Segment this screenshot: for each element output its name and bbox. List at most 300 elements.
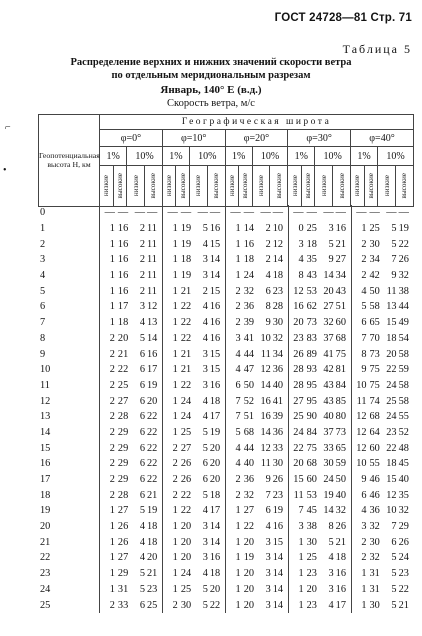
- table-row: [38, 331, 414, 347]
- value-cell: 1: [288, 550, 304, 566]
- table-row: [38, 566, 414, 582]
- value-cell: 11: [147, 285, 157, 297]
- value-cell: 22: [398, 238, 409, 250]
- value-cell: 7: [225, 409, 241, 425]
- value-cell: 55: [398, 411, 409, 423]
- altitude-column-header: Геопотенциальная высота H, км: [39, 115, 100, 207]
- value-cell: 1: [225, 597, 241, 613]
- value-cell: 16: [260, 411, 271, 423]
- low-values-header: [225, 166, 239, 207]
- value-cell: 8: [288, 268, 304, 284]
- value-cell: 42: [323, 364, 334, 376]
- low-values-header: [100, 166, 114, 207]
- value-cell: 40: [272, 379, 284, 391]
- value-cell: 36: [272, 426, 284, 438]
- value-cell: 84: [306, 426, 317, 438]
- value-cell: 5: [202, 599, 208, 611]
- value-cell: 1: [100, 503, 116, 519]
- low-values-header: [378, 166, 396, 207]
- value-cell: 46: [369, 474, 380, 486]
- value-cell: 23: [306, 568, 317, 580]
- value-cell: 21: [398, 599, 409, 611]
- low-values-header: [252, 166, 270, 207]
- value-cell: 2: [139, 270, 145, 282]
- value-cell: 9: [328, 254, 334, 266]
- value-cell: 10: [272, 223, 284, 235]
- value-cell: 40: [335, 489, 346, 501]
- low-values-header: [127, 166, 145, 207]
- value-cell: 1: [225, 582, 241, 598]
- value-cell: 4: [225, 456, 241, 472]
- value-cell: 45: [306, 505, 317, 517]
- value-cell: 60: [369, 442, 380, 454]
- value-cell: 3: [202, 364, 208, 376]
- value-cell: 15: [386, 474, 397, 486]
- percentile-header: 10%: [252, 147, 288, 166]
- value-cell: 12: [260, 442, 271, 454]
- value-cell: 21: [180, 348, 192, 360]
- value-cell: 2: [139, 285, 145, 297]
- value-cell: 24: [180, 395, 192, 407]
- value-cell: 21: [180, 285, 192, 297]
- value-cell: 2: [225, 472, 241, 488]
- altitude-cell: 0: [40, 207, 46, 219]
- value-cell: 30: [369, 599, 380, 611]
- value-cell: 70: [369, 332, 380, 344]
- value-cell: —: [272, 207, 284, 219]
- value-cell: 26: [180, 474, 192, 486]
- altitude-cell: 11: [40, 379, 50, 391]
- percentile-header: 1%: [288, 147, 315, 166]
- value-cell: 84: [335, 379, 346, 391]
- value-cell: 68: [306, 458, 317, 470]
- value-cell: 3: [202, 270, 208, 282]
- value-cell: 14: [209, 521, 221, 533]
- value-cell: 5: [202, 489, 208, 501]
- value-cell: 1: [100, 268, 116, 284]
- value-cell: 11: [260, 458, 271, 470]
- value-cell: 5: [391, 223, 397, 235]
- vertical-label: низкие: [194, 175, 203, 197]
- value-cell: 27: [288, 393, 304, 409]
- value-cell: 24: [386, 379, 397, 391]
- value-cell: 4: [139, 317, 145, 329]
- value-cell: 21: [335, 536, 346, 548]
- value-cell: 21: [117, 348, 129, 360]
- value-cell: 20: [117, 332, 129, 344]
- percentile-header: 10%: [189, 147, 225, 166]
- value-cell: 27: [117, 395, 129, 407]
- vertical-label: низкие: [319, 175, 328, 197]
- value-cell: 20: [243, 583, 254, 595]
- value-cell: 1: [100, 221, 116, 237]
- value-cell: 53: [306, 489, 317, 501]
- high-values-header: [333, 166, 351, 207]
- table-row: [38, 582, 414, 598]
- value-cell: 16: [209, 552, 221, 564]
- value-cell: 32: [243, 285, 254, 297]
- value-cell: 2: [202, 285, 208, 297]
- value-cell: 23: [306, 599, 317, 611]
- value-cell: 4: [202, 301, 208, 313]
- vertical-label: высокие: [337, 173, 346, 199]
- value-cell: 4: [328, 599, 334, 611]
- value-cell: 2: [162, 472, 178, 488]
- value-cell: 16: [243, 238, 254, 250]
- value-cell: 1: [162, 378, 178, 394]
- altitude-cell: 23: [40, 568, 51, 580]
- value-cell: 9: [391, 270, 397, 282]
- value-cell: 3: [202, 254, 208, 266]
- altitude-cell: 14: [40, 426, 51, 438]
- value-cell: 16: [335, 583, 346, 595]
- value-cell: 33: [323, 442, 334, 454]
- value-cell: 13: [147, 317, 158, 329]
- value-cell: 20: [243, 568, 254, 580]
- value-cell: 5: [351, 299, 367, 315]
- value-cell: 1: [288, 582, 304, 598]
- high-values-header: [270, 166, 288, 207]
- value-cell: 23: [288, 331, 304, 347]
- value-cell: 28: [288, 362, 304, 378]
- table-title-line-2: по отдельным меридиональным разрезам: [111, 70, 311, 81]
- value-cell: 5: [139, 505, 145, 517]
- value-cell: 50: [243, 379, 254, 391]
- value-cell: 22: [180, 301, 192, 313]
- value-cell: 37: [323, 332, 334, 344]
- value-cell: 19: [147, 505, 158, 517]
- value-cell: 21: [335, 238, 346, 250]
- altitude-cell: 1: [40, 223, 46, 235]
- value-cell: 41: [243, 332, 254, 344]
- value-cell: 43: [323, 395, 334, 407]
- value-cell: 2: [351, 550, 367, 566]
- value-cell: —: [243, 207, 254, 219]
- value-cell: 1: [225, 252, 241, 268]
- value-cell: 27: [323, 301, 334, 313]
- value-cell: 15: [386, 317, 397, 329]
- value-cell: 2: [100, 378, 116, 394]
- value-cell: 1: [100, 236, 116, 252]
- value-cell: 32: [369, 552, 380, 564]
- value-cell: 20: [180, 521, 192, 533]
- value-cell: 22: [386, 442, 397, 454]
- value-cell: 1: [100, 252, 116, 268]
- value-cell: 26: [117, 536, 129, 548]
- value-cell: 6: [391, 536, 397, 548]
- value-cell: 75: [369, 364, 380, 376]
- value-cell: 2: [351, 268, 367, 284]
- value-cell: 2: [100, 425, 116, 441]
- value-cell: 6: [139, 411, 145, 423]
- value-cell: 16: [117, 238, 129, 250]
- table-row: [38, 425, 414, 441]
- value-cell: 22: [180, 505, 192, 517]
- value-cell: —: [117, 207, 129, 219]
- value-cell: 11: [260, 348, 271, 360]
- value-cell: 19: [180, 270, 192, 282]
- altitude-cell: 21: [40, 536, 51, 548]
- value-cell: 7: [288, 503, 304, 519]
- value-cell: 81: [335, 364, 346, 376]
- value-cell: 39: [272, 411, 284, 423]
- value-cell: 30: [180, 599, 192, 611]
- value-cell: 14: [272, 568, 284, 580]
- value-cell: 40: [398, 474, 409, 486]
- value-cell: 12: [288, 283, 304, 299]
- value-cell: 23: [272, 489, 284, 501]
- value-cell: 32: [369, 521, 380, 533]
- value-cell: 2: [100, 456, 116, 472]
- value-cell: 25: [180, 583, 192, 595]
- table-row: [38, 346, 414, 362]
- value-cell: 32: [323, 317, 334, 329]
- table-title: [20, 56, 402, 82]
- value-cell: 26: [117, 521, 129, 533]
- vertical-label: низкие: [353, 175, 362, 197]
- value-cell: 29: [398, 521, 409, 533]
- value-cell: 11: [351, 393, 367, 409]
- value-cell: 3: [288, 519, 304, 535]
- value-cell: 14: [260, 426, 271, 438]
- value-cell: 15: [288, 472, 304, 488]
- value-cell: 83: [306, 332, 317, 344]
- value-cell: 1: [351, 221, 367, 237]
- value-cell: 6: [139, 348, 145, 360]
- value-cell: 1: [162, 283, 178, 299]
- value-cell: 65: [369, 317, 380, 329]
- value-cell: 1: [100, 519, 116, 535]
- value-cell: 58: [398, 348, 409, 360]
- value-cell: 93: [306, 364, 317, 376]
- value-cell: 2: [100, 362, 116, 378]
- value-cell: 14: [323, 505, 334, 517]
- value-cell: 2: [162, 597, 178, 613]
- value-cell: 28: [117, 411, 129, 423]
- value-cell: 64: [369, 426, 380, 438]
- value-cell: 3: [202, 348, 208, 360]
- value-cell: 6: [139, 599, 145, 611]
- value-cell: 18: [386, 458, 397, 470]
- table-header: [38, 114, 414, 207]
- high-values-header: [364, 166, 378, 207]
- value-cell: 2: [139, 238, 145, 250]
- value-cell: 21: [180, 364, 192, 376]
- value-cell: 1: [162, 331, 178, 347]
- value-cell: 65: [335, 442, 346, 454]
- value-cell: 20: [306, 583, 317, 595]
- value-cell: 89: [306, 348, 317, 360]
- value-cell: 2: [351, 534, 367, 550]
- high-values-header: [145, 166, 163, 207]
- table-row: [38, 268, 414, 284]
- low-values-header: [288, 166, 302, 207]
- value-cell: 22: [147, 474, 158, 486]
- value-cell: 3: [265, 536, 271, 548]
- value-cell: 16: [335, 568, 346, 580]
- value-cell: 16: [260, 395, 271, 407]
- value-cell: 5: [328, 536, 334, 548]
- vertical-label: высокие: [149, 173, 158, 199]
- value-cell: 19: [147, 379, 158, 391]
- value-cell: 74: [369, 395, 380, 407]
- value-cell: 55: [369, 458, 380, 470]
- value-cell: 5: [391, 599, 397, 611]
- value-cell: 7: [351, 331, 367, 347]
- value-cell: 68: [335, 332, 346, 344]
- value-cell: 23: [398, 568, 409, 580]
- value-cell: 1: [162, 550, 178, 566]
- value-cell: 29: [117, 458, 129, 470]
- value-cell: 32: [398, 505, 409, 517]
- value-cell: 33: [117, 599, 129, 611]
- value-cell: —: [147, 207, 158, 219]
- value-cell: 19: [243, 552, 254, 564]
- value-cell: 19: [209, 426, 221, 438]
- value-cell: 3: [328, 583, 334, 595]
- value-cell: 52: [243, 395, 254, 407]
- value-cell: 27: [335, 254, 346, 266]
- value-cell: —: [225, 205, 241, 221]
- value-cell: 17: [335, 599, 346, 611]
- value-cell: 2: [162, 440, 178, 456]
- value-cell: —: [197, 207, 208, 219]
- value-cell: 41: [323, 348, 334, 360]
- value-cell: 18: [306, 238, 317, 250]
- value-cell: 4: [202, 395, 208, 407]
- altitude-cell: 3: [40, 254, 46, 266]
- value-cell: 2: [351, 252, 367, 268]
- vertical-label: низкие: [227, 175, 236, 197]
- value-cell: 1: [100, 534, 116, 550]
- value-cell: 11: [147, 223, 157, 235]
- percentile-header: 1%: [100, 147, 127, 166]
- value-cell: 2: [162, 456, 178, 472]
- altitude-cell: 20: [40, 521, 51, 533]
- table-row: [38, 236, 414, 252]
- value-cell: 5: [202, 426, 208, 438]
- value-cell: 16: [117, 285, 129, 297]
- value-cell: 2: [139, 223, 145, 235]
- value-cell: 4: [225, 440, 241, 456]
- vertical-label: низкие: [131, 175, 140, 197]
- value-cell: 1: [100, 283, 116, 299]
- value-cell: 75: [335, 348, 346, 360]
- value-cell: 15: [209, 285, 221, 297]
- value-cell: 22: [180, 379, 192, 391]
- value-cell: 25: [306, 552, 317, 564]
- altitude-cell: 15: [40, 442, 51, 454]
- value-cell: 26: [398, 254, 409, 266]
- value-cell: 1: [162, 236, 178, 252]
- value-cell: 34: [369, 254, 380, 266]
- value-cell: 22: [180, 489, 192, 501]
- value-cell: 95: [306, 395, 317, 407]
- value-cell: 90: [306, 411, 317, 423]
- value-cell: 26: [272, 474, 284, 486]
- value-cell: —: [306, 207, 317, 219]
- value-cell: 6: [351, 315, 367, 331]
- value-cell: 20: [147, 395, 158, 407]
- value-cell: —: [288, 205, 304, 221]
- value-cell: 2: [225, 315, 241, 331]
- value-cell: 23: [147, 583, 158, 595]
- value-cell: 20: [209, 442, 221, 454]
- value-cell: 26: [288, 346, 304, 362]
- value-cell: 2: [225, 487, 241, 503]
- value-cell: 27: [243, 505, 254, 517]
- value-cell: 5: [328, 238, 334, 250]
- value-cell: 50: [335, 474, 346, 486]
- value-cell: 4: [288, 252, 304, 268]
- value-cell: 30: [369, 536, 380, 548]
- value-cell: 58: [369, 301, 380, 313]
- value-cell: 2: [100, 472, 116, 488]
- value-cell: 16: [209, 379, 221, 391]
- value-cell: 13: [386, 301, 397, 313]
- value-cell: 14: [243, 223, 254, 235]
- value-cell: 1: [162, 221, 178, 237]
- table-number-label: Таблица 5: [342, 42, 412, 56]
- altitude-cell: 6: [40, 301, 46, 313]
- percentile-header: 1%: [350, 147, 377, 166]
- value-cell: 10: [351, 378, 367, 394]
- value-cell: 16: [209, 301, 221, 313]
- value-cell: 4: [265, 270, 271, 282]
- value-cell: 9: [265, 317, 271, 329]
- value-cell: 22: [117, 364, 129, 376]
- value-cell: 1: [225, 519, 241, 535]
- value-cell: 18: [209, 568, 221, 580]
- value-cell: 15: [272, 536, 284, 548]
- percentile-header: 1%: [162, 147, 189, 166]
- value-cell: 20: [243, 599, 254, 611]
- value-cell: 18: [209, 395, 221, 407]
- value-cell: 25: [147, 599, 158, 611]
- value-cell: 4: [351, 283, 367, 299]
- low-values-header: [315, 166, 333, 207]
- value-cell: 20: [209, 458, 221, 470]
- value-cell: 16: [209, 317, 221, 329]
- value-cell: 1: [225, 236, 241, 252]
- value-cell: 43: [323, 379, 334, 391]
- value-cell: 22: [180, 317, 192, 329]
- value-cell: 1: [100, 299, 116, 315]
- table-row: [38, 440, 414, 456]
- parameter-label: Скорость ветра, м/с: [167, 98, 255, 109]
- vertical-label: высокие: [274, 173, 283, 199]
- value-cell: 3: [288, 236, 304, 252]
- value-cell: 46: [369, 489, 380, 501]
- value-cell: 6: [265, 285, 271, 297]
- altitude-cell: 13: [40, 411, 51, 423]
- table-row: [38, 597, 414, 613]
- value-cell: 32: [243, 489, 254, 501]
- value-cell: 22: [209, 599, 221, 611]
- altitude-cell: 19: [40, 505, 51, 517]
- value-cell: 5: [225, 425, 241, 441]
- value-cell: 11: [147, 270, 157, 282]
- value-cell: 4: [225, 346, 241, 362]
- value-cell: 52: [398, 426, 409, 438]
- value-cell: 23: [272, 285, 284, 297]
- vertical-label: низкие: [165, 175, 174, 197]
- value-cell: 14: [272, 583, 284, 595]
- value-cell: —: [351, 205, 367, 221]
- value-cell: 6: [139, 395, 145, 407]
- value-cell: 4: [202, 317, 208, 329]
- value-cell: 36: [243, 474, 254, 486]
